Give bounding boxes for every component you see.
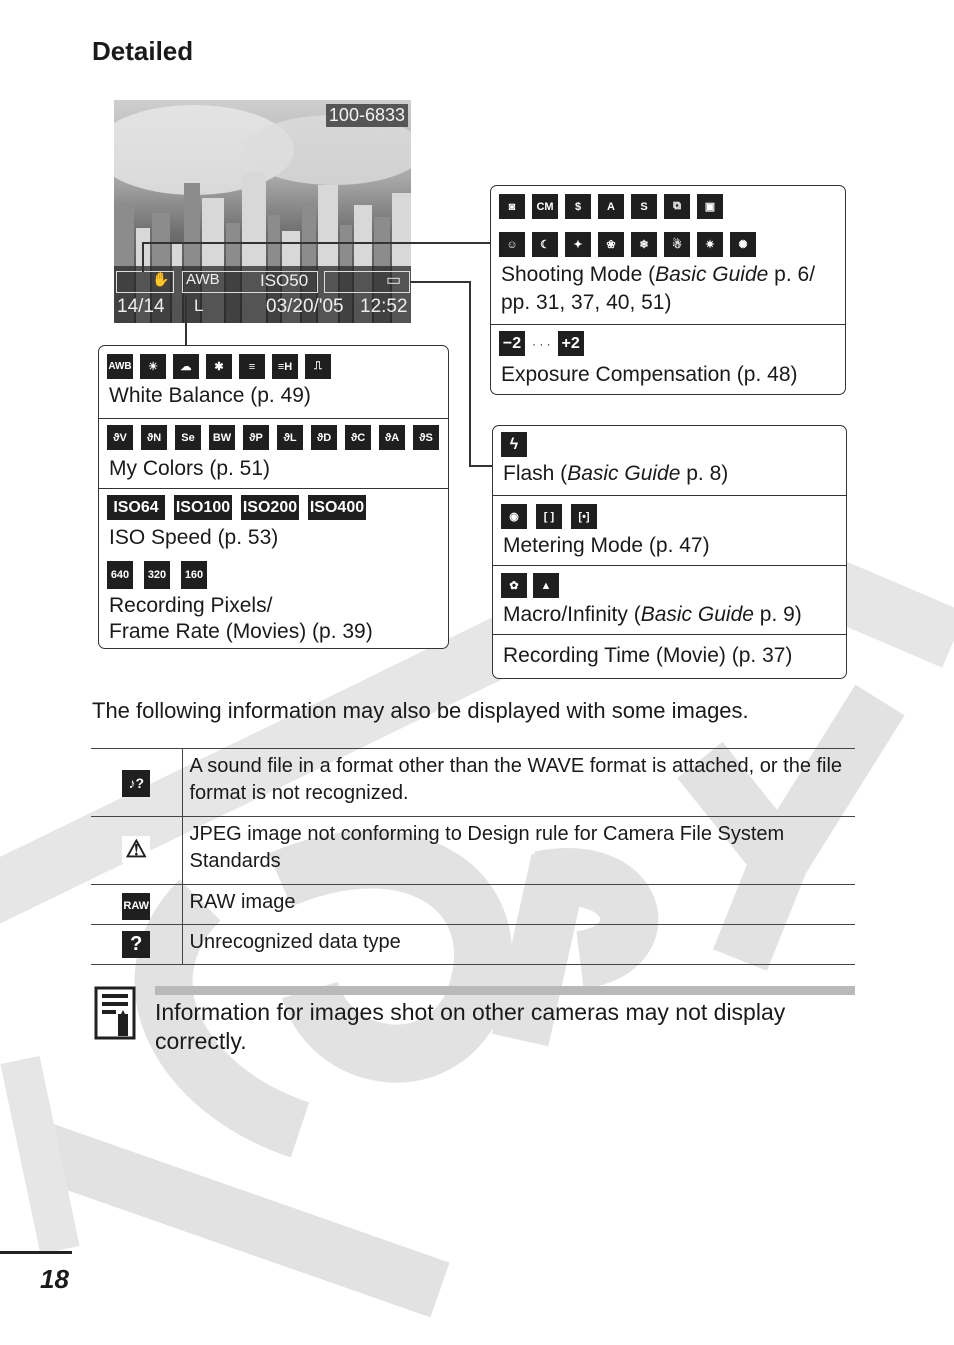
mycolor-c-icon: ϑC — [345, 425, 371, 450]
table-row — [91, 817, 855, 885]
iso-cell — [99, 488, 448, 649]
kids-icon: ☺ — [499, 232, 525, 257]
table-row — [91, 925, 855, 965]
camera-info-box — [492, 425, 847, 679]
av-icon: A — [598, 194, 624, 219]
shooting-mode-pages: pp. 31, 37, 40, 51) — [501, 291, 672, 314]
lcd-wb: AWB — [186, 271, 220, 288]
table-cell-text: JPEG image not conforming to Design rule for Camera File System Standards — [182, 817, 855, 885]
exposure-minus-icon: −2 — [499, 331, 525, 356]
leader-settings — [185, 295, 187, 347]
shooting-mode-box — [490, 185, 846, 395]
shooting-icons-row1 — [499, 194, 723, 219]
lcd-file-number: 100-6833 — [326, 104, 408, 127]
page-rule — [0, 1251, 72, 1254]
evaluative-icon: ◉ — [501, 504, 527, 529]
beach-icon: ☃ — [664, 232, 690, 257]
mycolor-v-icon: ϑV — [107, 425, 133, 450]
my-colors-label: My Colors (p. 51) — [109, 457, 271, 480]
macro-icon: ✿ — [501, 573, 527, 598]
lcd-size: L — [194, 296, 204, 315]
warning-icon: ⚠ — [122, 836, 150, 863]
white-balance-label: White Balance (p. 49) — [109, 384, 311, 407]
iso-label: ISO Speed (p. 53) — [109, 526, 279, 549]
flash-cell — [493, 426, 846, 495]
memo-bar — [155, 986, 855, 995]
table-cell-text: Unrecognized data type — [182, 925, 855, 965]
shooting-mode-cell — [491, 186, 845, 324]
macro-cell — [493, 565, 846, 634]
metering-label: Metering Mode (p. 47) — [503, 534, 710, 557]
white-balance-cell — [99, 346, 448, 418]
mycolor-a-icon: ϑA — [379, 425, 405, 450]
mycolor-se-icon: Se — [175, 425, 201, 450]
awb-icon: AWB — [107, 354, 133, 379]
camera-auto-icon: ◙ — [499, 194, 525, 219]
stitch-icon: ⧉ — [664, 194, 690, 219]
cm-icon: CM — [532, 194, 558, 219]
iso200-icon: ISO200 — [241, 495, 299, 520]
mycolor-s-icon: ϑS — [413, 425, 439, 450]
memo-text: Information for images shot on other cameras may not display correctly. — [155, 999, 786, 1054]
metering-cell — [493, 495, 846, 565]
exposure-cell — [491, 324, 845, 395]
movie-icon: ▣ — [697, 194, 723, 219]
additional-info-note: The following information may also be displayed with some images. — [92, 698, 749, 723]
pixels-label-1: Recording Pixels/ — [109, 594, 273, 617]
cloudy-icon: ☁ — [173, 354, 199, 379]
mycolor-n-icon: ϑN — [141, 425, 167, 450]
table-row — [91, 749, 855, 817]
portrait-icon: $ — [565, 194, 591, 219]
snow-icon: ❄ — [631, 232, 657, 257]
raw-icon: RAW — [122, 893, 150, 920]
pixels-label-2: Frame Rate (Movies) (p. 39) — [109, 620, 373, 643]
shooting-mode-label: Shooting Mode (Basic Guide p. 6/ — [501, 263, 816, 286]
custom-wb-icon: ⎍ — [305, 354, 331, 379]
memo-icon — [94, 986, 136, 1040]
exposure-dots: · · · — [532, 336, 551, 351]
section-title: Detailed — [92, 36, 194, 66]
exposure-label: Exposure Compensation (p. 48) — [501, 363, 798, 386]
aquarium-icon: ✺ — [730, 232, 756, 257]
fluorescent-h-icon: ≡H — [272, 354, 298, 379]
sound-unknown-icon: ♪? — [122, 770, 150, 797]
lcd-date: 03/20/'05 — [266, 296, 344, 317]
flash-icon: ϟ — [501, 432, 527, 457]
mycolor-bw-icon: BW — [209, 425, 235, 450]
iso400-icon: ISO400 — [308, 495, 366, 520]
leader-shooting — [142, 242, 492, 244]
macro-label: Macro/Infinity (Basic Guide p. 9) — [503, 603, 802, 626]
night-icon: ☾ — [532, 232, 558, 257]
foliage-icon: ❀ — [598, 232, 624, 257]
rec-time-label: Recording Time (Movie) (p. 37) — [503, 644, 793, 667]
table-cell-text: A sound file in a format other than the WAVE format is attached, or the file format is not recognized. — [182, 749, 855, 817]
lcd-frame-counter: 14/14 — [117, 296, 165, 317]
table-cell-text: RAW image — [182, 885, 855, 925]
exposure-plus-icon: +2 — [558, 331, 584, 356]
leader-flash — [410, 281, 470, 283]
tv-icon: S — [631, 194, 657, 219]
tungsten-icon: ✱ — [206, 354, 232, 379]
pixels-160-icon: 160 — [181, 561, 207, 589]
mycolor-l-icon: ϑL — [277, 425, 303, 450]
iso100-icon: ISO100 — [174, 495, 232, 520]
shooting-icons-row2 — [499, 232, 756, 257]
flash-label: Flash (Basic Guide p. 8) — [503, 462, 729, 485]
my-colors-cell — [99, 418, 448, 488]
iso64-icon: ISO64 — [107, 495, 165, 520]
indoor-icon: ✦ — [565, 232, 591, 257]
mycolor-d-icon: ϑD — [311, 425, 337, 450]
fireworks-icon: ✷ — [697, 232, 723, 257]
pixels-640-icon: 640 — [107, 561, 133, 589]
mycolor-p-icon: ϑP — [243, 425, 269, 450]
info-table — [91, 748, 855, 965]
lcd-screen — [114, 100, 411, 323]
daylight-icon: ☀ — [140, 354, 166, 379]
page-number: 18 — [40, 1264, 69, 1294]
spot-icon: [•] — [571, 504, 597, 529]
lcd-time: 12:52 — [360, 296, 408, 317]
table-row — [91, 885, 855, 925]
lcd-iso: ISO50 — [260, 271, 309, 290]
lcd-frame-icon: ▭ — [386, 272, 402, 289]
center-weighted-icon: [ ] — [536, 504, 562, 529]
infinity-icon: ▲ — [533, 573, 559, 598]
fluorescent-icon: ≡ — [239, 354, 265, 379]
unknown-data-icon: ? — [122, 931, 150, 958]
lcd-mode-icon: ✋ — [152, 271, 170, 287]
rec-time-cell — [493, 634, 846, 679]
pixels-320-icon: 320 — [144, 561, 170, 589]
settings-box — [98, 345, 449, 649]
